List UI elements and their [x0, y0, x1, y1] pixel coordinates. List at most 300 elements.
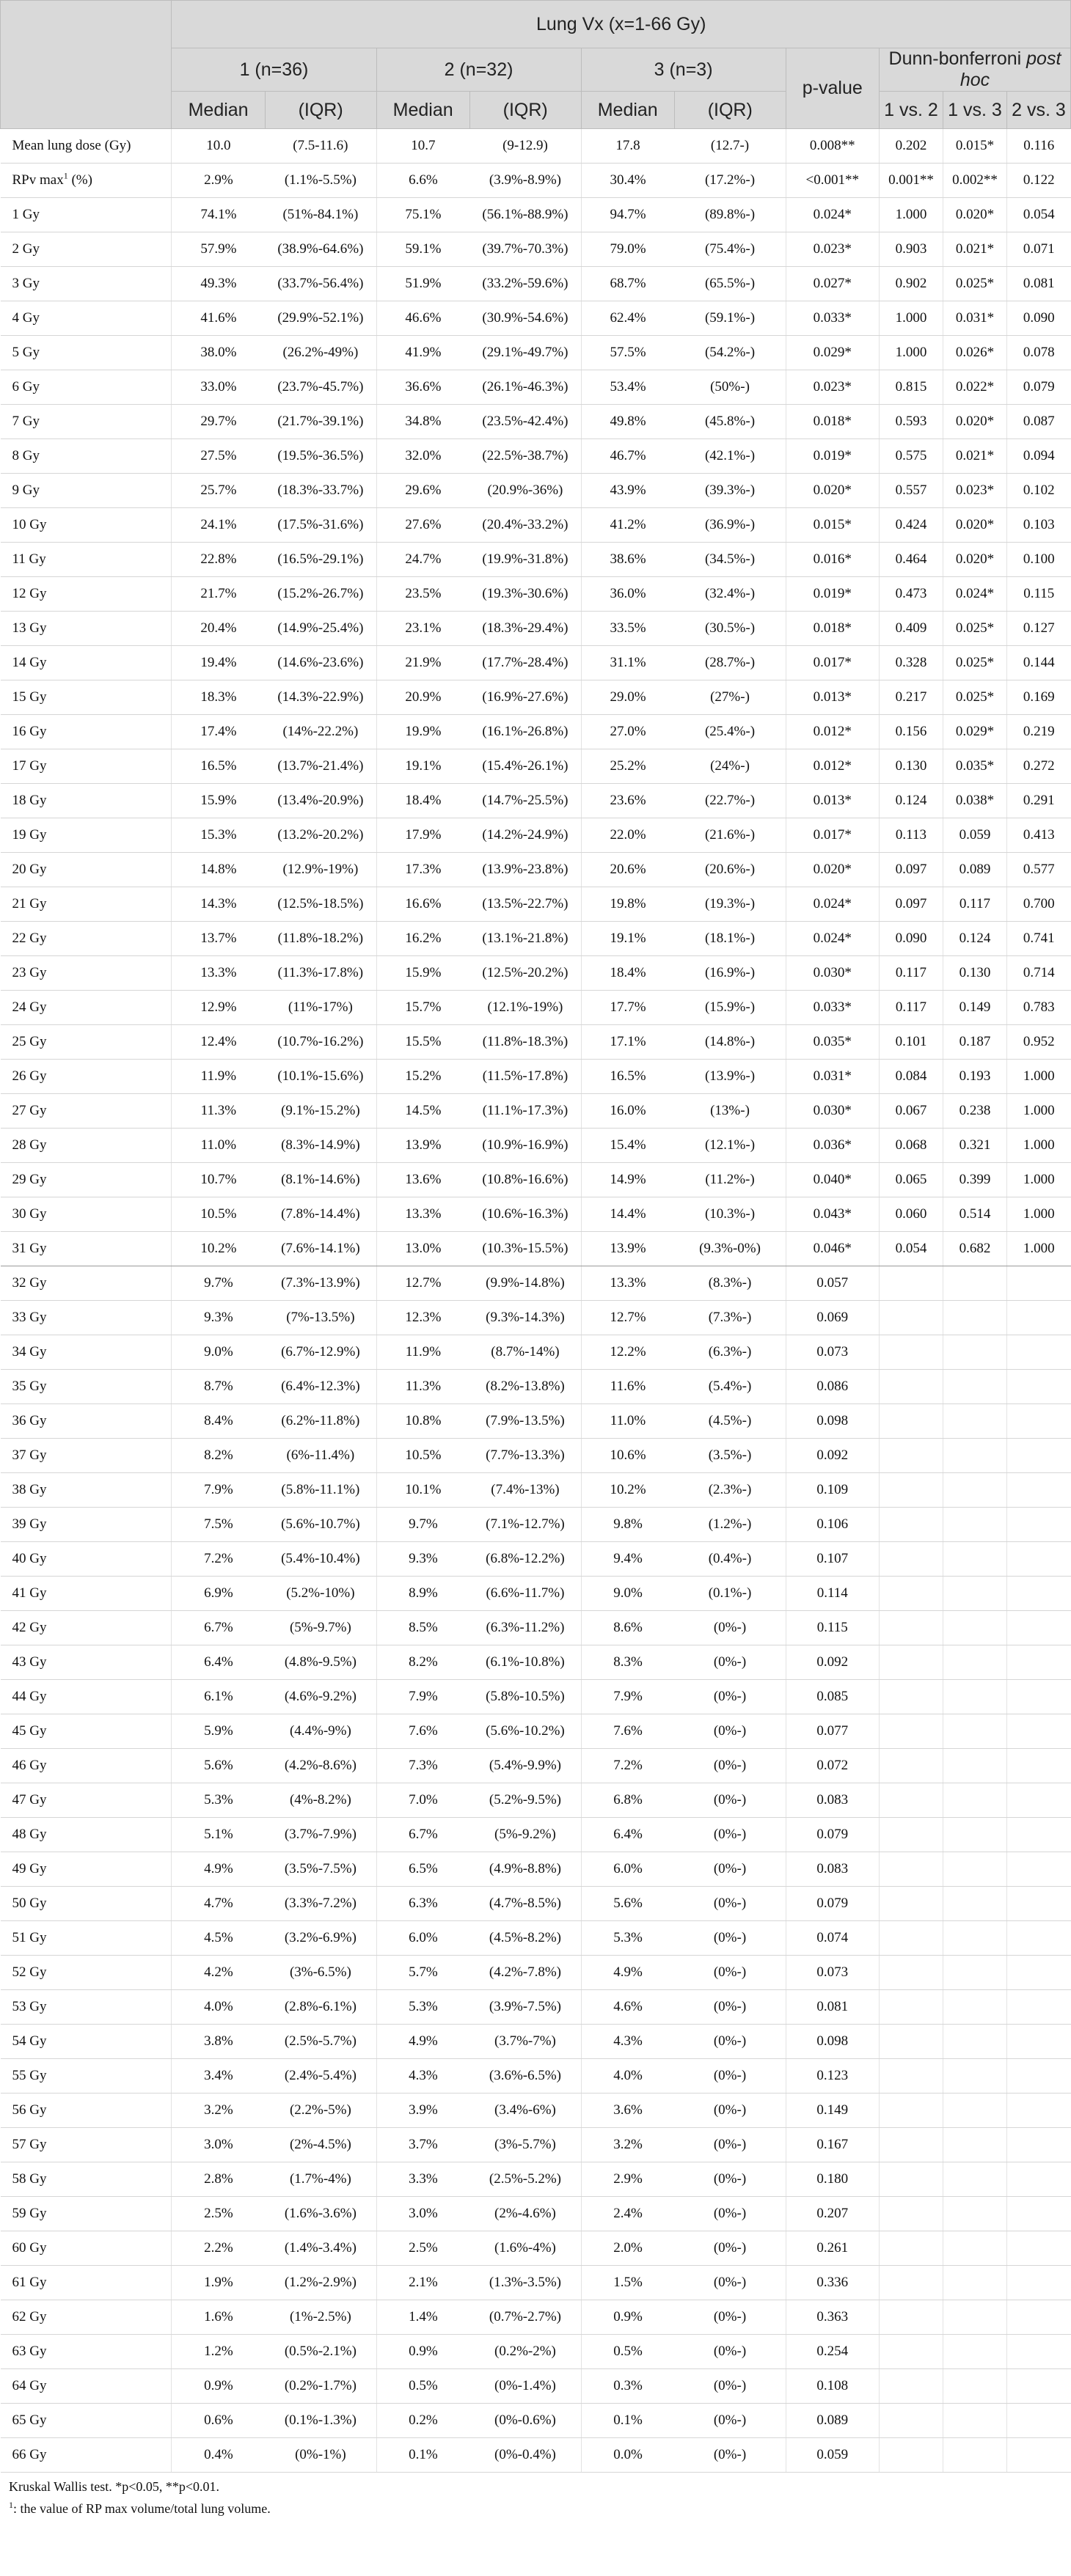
- cmp-1-vs-3-cell: [943, 1956, 1006, 1990]
- g3-median-cell: 8.6%: [581, 1611, 674, 1645]
- cmp-2-vs-3-cell: [1006, 2335, 1070, 2369]
- p-value-cell: 0.024*: [786, 198, 879, 232]
- g1-iqr-cell: (4.6%-9.2%): [265, 1680, 376, 1714]
- cmp-2-vs-3-cell: 0.116: [1006, 129, 1070, 164]
- row-label-cell: 51 Gy: [1, 1921, 172, 1956]
- table-row: [1, 1542, 1071, 1577]
- cmp-1-vs-3-cell: [943, 2300, 1006, 2335]
- table-row: [1, 1749, 1071, 1783]
- p-value-cell: 0.020*: [786, 474, 879, 508]
- header-cmp-1-vs-3: 1 vs. 3: [943, 92, 1006, 129]
- g3-median-cell: 16.5%: [581, 1060, 674, 1094]
- cmp-1-vs-2-cell: [879, 2300, 943, 2335]
- cmp-1-vs-3-cell: [943, 1404, 1006, 1439]
- cmp-2-vs-3-cell: 0.952: [1006, 1025, 1070, 1060]
- p-value-cell: 0.114: [786, 1577, 879, 1611]
- cmp-1-vs-2-cell: [879, 1577, 943, 1611]
- g2-iqr-cell: (14.7%-25.5%): [469, 784, 581, 818]
- g1-iqr-cell: (7.8%-14.4%): [265, 1197, 376, 1232]
- g3-iqr-cell: (0%-): [674, 1990, 786, 2025]
- table-row: [1, 991, 1071, 1025]
- table-row: [1, 1887, 1071, 1921]
- cmp-2-vs-3-cell: [1006, 1645, 1070, 1680]
- cmp-1-vs-2-cell: [879, 1714, 943, 1749]
- g2-iqr-cell: (9.3%-14.3%): [469, 1301, 581, 1335]
- cmp-2-vs-3-cell: [1006, 2438, 1070, 2473]
- g2-iqr-cell: (4.7%-8.5%): [469, 1887, 581, 1921]
- cmp-1-vs-2-cell: 0.001**: [879, 164, 943, 198]
- cmp-1-vs-2-cell: [879, 1645, 943, 1680]
- g2-median-cell: 23.1%: [376, 612, 469, 646]
- row-label-cell: 16 Gy: [1, 715, 172, 749]
- g2-iqr-cell: (29.1%-49.7%): [469, 336, 581, 370]
- table-row: [1, 1473, 1071, 1508]
- g3-median-cell: 49.8%: [581, 405, 674, 439]
- g2-median-cell: 6.5%: [376, 1852, 469, 1887]
- g3-median-cell: 9.4%: [581, 1542, 674, 1577]
- g3-iqr-cell: (22.7%-): [674, 784, 786, 818]
- p-value-cell: 0.098: [786, 2025, 879, 2059]
- g2-iqr-cell: (7.4%-13%): [469, 1473, 581, 1508]
- g2-median-cell: 19.9%: [376, 715, 469, 749]
- g1-median-cell: 6.4%: [172, 1645, 265, 1680]
- g1-median-cell: 20.4%: [172, 612, 265, 646]
- cmp-1-vs-2-cell: 0.473: [879, 577, 943, 612]
- p-value-cell: 0.083: [786, 1783, 879, 1818]
- row-label-cell: 39 Gy: [1, 1508, 172, 1542]
- p-value-cell: 0.098: [786, 1404, 879, 1439]
- cmp-1-vs-3-cell: [943, 2369, 1006, 2404]
- g1-median-cell: 3.8%: [172, 2025, 265, 2059]
- cmp-1-vs-3-cell: [943, 1542, 1006, 1577]
- g1-iqr-cell: (21.7%-39.1%): [265, 405, 376, 439]
- table-row: [1, 1301, 1071, 1335]
- g3-median-cell: 25.2%: [581, 749, 674, 784]
- cmp-1-vs-3-cell: [943, 2197, 1006, 2231]
- row-label-cell: 45 Gy: [1, 1714, 172, 1749]
- g1-iqr-cell: (3.7%-7.9%): [265, 1818, 376, 1852]
- g3-median-cell: 10.6%: [581, 1439, 674, 1473]
- cmp-2-vs-3-cell: [1006, 1542, 1070, 1577]
- cmp-1-vs-3-cell: 0.682: [943, 1232, 1006, 1266]
- g2-iqr-cell: (8.7%-14%): [469, 1335, 581, 1370]
- g1-median-cell: 11.9%: [172, 1060, 265, 1094]
- g3-iqr-cell: (0%-): [674, 2128, 786, 2162]
- g3-iqr-cell: (0.4%-): [674, 1542, 786, 1577]
- cmp-1-vs-2-cell: 0.156: [879, 715, 943, 749]
- g2-iqr-cell: (18.3%-29.4%): [469, 612, 581, 646]
- g1-iqr-cell: (3.3%-7.2%): [265, 1887, 376, 1921]
- g3-iqr-cell: (65.5%-): [674, 267, 786, 301]
- cmp-1-vs-3-cell: [943, 1439, 1006, 1473]
- g1-median-cell: 3.0%: [172, 2128, 265, 2162]
- g1-median-cell: 6.9%: [172, 1577, 265, 1611]
- g2-median-cell: 19.1%: [376, 749, 469, 784]
- cmp-1-vs-3-cell: [943, 1749, 1006, 1783]
- g3-iqr-cell: (50%-): [674, 370, 786, 405]
- table-row: [1, 2094, 1071, 2128]
- cmp-1-vs-3-cell: 0.025*: [943, 680, 1006, 715]
- cmp-2-vs-3-cell: 0.071: [1006, 232, 1070, 267]
- g3-iqr-cell: (0%-): [674, 1783, 786, 1818]
- g1-iqr-cell: (3.2%-6.9%): [265, 1921, 376, 1956]
- table-row: [1, 1404, 1071, 1439]
- g3-median-cell: 17.7%: [581, 991, 674, 1025]
- g1-iqr-cell: (7.5-11.6): [265, 129, 376, 164]
- cmp-2-vs-3-cell: 0.741: [1006, 922, 1070, 956]
- g2-iqr-cell: (20.4%-33.2%): [469, 508, 581, 543]
- cmp-1-vs-2-cell: 0.424: [879, 508, 943, 543]
- g1-iqr-cell: (13.7%-21.4%): [265, 749, 376, 784]
- g3-iqr-cell: (0%-): [674, 1680, 786, 1714]
- g2-iqr-cell: (5.8%-10.5%): [469, 1680, 581, 1714]
- table-row: [1, 1680, 1071, 1714]
- g3-iqr-cell: (20.6%-): [674, 853, 786, 887]
- g3-iqr-cell: (0%-): [674, 1818, 786, 1852]
- g2-iqr-cell: (39.7%-70.3%): [469, 232, 581, 267]
- g1-iqr-cell: (2.8%-6.1%): [265, 1990, 376, 2025]
- row-label-cell: 6 Gy: [1, 370, 172, 405]
- row-label-cell: 64 Gy: [1, 2369, 172, 2404]
- cmp-1-vs-2-cell: [879, 1301, 943, 1335]
- p-value-cell: 0.115: [786, 1611, 879, 1645]
- p-value-cell: 0.106: [786, 1508, 879, 1542]
- g1-median-cell: 14.8%: [172, 853, 265, 887]
- cmp-1-vs-3-cell: 0.124: [943, 922, 1006, 956]
- g2-median-cell: 15.9%: [376, 956, 469, 991]
- cmp-2-vs-3-cell: [1006, 1370, 1070, 1404]
- g3-median-cell: 13.3%: [581, 1266, 674, 1301]
- row-label-cell: 55 Gy: [1, 2059, 172, 2094]
- g3-iqr-cell: (0%-): [674, 2369, 786, 2404]
- g3-iqr-cell: (7.3%-): [674, 1301, 786, 1335]
- g2-iqr-cell: (19.9%-31.8%): [469, 543, 581, 577]
- g1-iqr-cell: (1%-2.5%): [265, 2300, 376, 2335]
- cmp-2-vs-3-cell: 0.144: [1006, 646, 1070, 680]
- g1-iqr-cell: (1.2%-2.9%): [265, 2266, 376, 2300]
- g3-iqr-cell: (45.8%-): [674, 405, 786, 439]
- cmp-2-vs-3-cell: 0.219: [1006, 715, 1070, 749]
- p-value-cell: 0.079: [786, 1818, 879, 1852]
- header-iqr-3: (IQR): [674, 92, 786, 129]
- row-label-cell: 38 Gy: [1, 1473, 172, 1508]
- g2-iqr-cell: (5.6%-10.2%): [469, 1714, 581, 1749]
- table-row: [1, 1370, 1071, 1404]
- table-row: [1, 1921, 1071, 1956]
- g3-iqr-cell: (0%-): [674, 2059, 786, 2094]
- row-label-cell: 10 Gy: [1, 508, 172, 543]
- g3-median-cell: 7.2%: [581, 1749, 674, 1783]
- table-row: [1, 508, 1071, 543]
- cmp-2-vs-3-cell: 0.577: [1006, 853, 1070, 887]
- cmp-1-vs-3-cell: 0.025*: [943, 646, 1006, 680]
- cmp-1-vs-3-cell: [943, 1611, 1006, 1645]
- table-row: [1, 474, 1071, 508]
- cmp-1-vs-3-cell: 0.023*: [943, 474, 1006, 508]
- row-label-cell: 8 Gy: [1, 439, 172, 474]
- cmp-1-vs-2-cell: 0.328: [879, 646, 943, 680]
- g3-iqr-cell: (21.6%-): [674, 818, 786, 853]
- cmp-2-vs-3-cell: [1006, 2128, 1070, 2162]
- g2-iqr-cell: (16.9%-27.6%): [469, 680, 581, 715]
- cmp-2-vs-3-cell: 0.714: [1006, 956, 1070, 991]
- cmp-2-vs-3-cell: 1.000: [1006, 1094, 1070, 1129]
- cmp-1-vs-2-cell: [879, 1404, 943, 1439]
- header-iqr-2: (IQR): [469, 92, 581, 129]
- cmp-1-vs-2-cell: [879, 1439, 943, 1473]
- g1-median-cell: 5.6%: [172, 1749, 265, 1783]
- cmp-2-vs-3-cell: 0.102: [1006, 474, 1070, 508]
- header-cmp-2-vs-3: 2 vs. 3: [1006, 92, 1070, 129]
- cmp-2-vs-3-cell: 0.100: [1006, 543, 1070, 577]
- cmp-1-vs-2-cell: 0.217: [879, 680, 943, 715]
- row-label-cell: 52 Gy: [1, 1956, 172, 1990]
- g3-median-cell: 15.4%: [581, 1129, 674, 1163]
- g3-iqr-cell: (0%-): [674, 1956, 786, 1990]
- table-row: [1, 853, 1071, 887]
- cmp-1-vs-2-cell: [879, 2266, 943, 2300]
- g1-iqr-cell: (4.2%-8.6%): [265, 1749, 376, 1783]
- cmp-1-vs-3-cell: 0.026*: [943, 336, 1006, 370]
- g3-median-cell: 18.4%: [581, 956, 674, 991]
- g2-median-cell: 14.5%: [376, 1094, 469, 1129]
- row-label-cell: 12 Gy: [1, 577, 172, 612]
- g2-iqr-cell: (0.2%-2%): [469, 2335, 581, 2369]
- g2-median-cell: 8.2%: [376, 1645, 469, 1680]
- footnote-test: Kruskal Wallis test. *p<0.05, **p<0.01.: [9, 2479, 220, 2494]
- cmp-1-vs-2-cell: 0.130: [879, 749, 943, 784]
- g2-median-cell: 0.2%: [376, 2404, 469, 2438]
- g3-iqr-cell: (0%-): [674, 2404, 786, 2438]
- g2-iqr-cell: (9-12.9): [469, 129, 581, 164]
- row-label-cell: 66 Gy: [1, 2438, 172, 2473]
- g1-iqr-cell: (0%-1%): [265, 2438, 376, 2473]
- row-label-cell: 23 Gy: [1, 956, 172, 991]
- g1-iqr-cell: (18.3%-33.7%): [265, 474, 376, 508]
- g3-iqr-cell: (5.4%-): [674, 1370, 786, 1404]
- g1-iqr-cell: (8.3%-14.9%): [265, 1129, 376, 1163]
- cmp-1-vs-3-cell: 0.059: [943, 818, 1006, 853]
- g1-iqr-cell: (9.1%-15.2%): [265, 1094, 376, 1129]
- table-row: [1, 2197, 1071, 2231]
- row-label-cell: 58 Gy: [1, 2162, 172, 2197]
- g2-median-cell: 17.3%: [376, 853, 469, 887]
- table-row: [1, 2231, 1071, 2266]
- cmp-2-vs-3-cell: [1006, 1404, 1070, 1439]
- g1-median-cell: 8.2%: [172, 1439, 265, 1473]
- cmp-1-vs-3-cell: 0.002**: [943, 164, 1006, 198]
- g1-median-cell: 49.3%: [172, 267, 265, 301]
- g2-median-cell: 16.2%: [376, 922, 469, 956]
- cmp-1-vs-3-cell: [943, 1990, 1006, 2025]
- g2-iqr-cell: (6.3%-11.2%): [469, 1611, 581, 1645]
- g2-median-cell: 0.9%: [376, 2335, 469, 2369]
- cmp-2-vs-3-cell: [1006, 2025, 1070, 2059]
- g1-median-cell: 14.3%: [172, 887, 265, 922]
- p-value-cell: 0.083: [786, 1852, 879, 1887]
- g1-iqr-cell: (0.1%-1.3%): [265, 2404, 376, 2438]
- row-label-cell: 33 Gy: [1, 1301, 172, 1335]
- cmp-1-vs-2-cell: 0.575: [879, 439, 943, 474]
- cmp-1-vs-3-cell: [943, 2438, 1006, 2473]
- p-value-cell: 0.073: [786, 1956, 879, 1990]
- g2-iqr-cell: (13.5%-22.7%): [469, 887, 581, 922]
- g3-median-cell: 0.3%: [581, 2369, 674, 2404]
- g2-median-cell: 10.8%: [376, 1404, 469, 1439]
- cmp-2-vs-3-cell: 0.169: [1006, 680, 1070, 715]
- g3-median-cell: 30.4%: [581, 164, 674, 198]
- g3-iqr-cell: (27%-): [674, 680, 786, 715]
- g1-median-cell: 11.3%: [172, 1094, 265, 1129]
- cmp-2-vs-3-cell: [1006, 2404, 1070, 2438]
- row-label-cell: 27 Gy: [1, 1094, 172, 1129]
- table-row: [1, 164, 1071, 198]
- g1-median-cell: 74.1%: [172, 198, 265, 232]
- g2-median-cell: 75.1%: [376, 198, 469, 232]
- p-value-cell: 0.029*: [786, 336, 879, 370]
- g2-median-cell: 10.7: [376, 129, 469, 164]
- row-label-cell: 62 Gy: [1, 2300, 172, 2335]
- cmp-2-vs-3-cell: 1.000: [1006, 1060, 1070, 1094]
- cmp-1-vs-3-cell: [943, 1783, 1006, 1818]
- cmp-1-vs-2-cell: 0.054: [879, 1232, 943, 1266]
- g2-iqr-cell: (23.5%-42.4%): [469, 405, 581, 439]
- cmp-1-vs-2-cell: [879, 1818, 943, 1852]
- g2-iqr-cell: (0%-1.4%): [469, 2369, 581, 2404]
- p-value-cell: 0.030*: [786, 1094, 879, 1129]
- g2-median-cell: 59.1%: [376, 232, 469, 267]
- g2-iqr-cell: (13.1%-21.8%): [469, 922, 581, 956]
- cmp-1-vs-3-cell: [943, 1266, 1006, 1301]
- row-label-cell: 11 Gy: [1, 543, 172, 577]
- row-label-cell: 44 Gy: [1, 1680, 172, 1714]
- row-label-cell: 35 Gy: [1, 1370, 172, 1404]
- g1-iqr-cell: (5.4%-10.4%): [265, 1542, 376, 1577]
- g2-median-cell: 13.0%: [376, 1232, 469, 1266]
- table-row: [1, 1577, 1071, 1611]
- g1-median-cell: 7.2%: [172, 1542, 265, 1577]
- cmp-1-vs-3-cell: [943, 1301, 1006, 1335]
- table-row: [1, 646, 1071, 680]
- row-label-cell: 36 Gy: [1, 1404, 172, 1439]
- cmp-1-vs-3-cell: [943, 1852, 1006, 1887]
- g3-median-cell: 2.9%: [581, 2162, 674, 2197]
- g2-iqr-cell: (15.4%-26.1%): [469, 749, 581, 784]
- g3-median-cell: 11.6%: [581, 1370, 674, 1404]
- cmp-2-vs-3-cell: [1006, 2266, 1070, 2300]
- table-row: [1, 818, 1071, 853]
- p-value-cell: 0.016*: [786, 543, 879, 577]
- g2-iqr-cell: (2.5%-5.2%): [469, 2162, 581, 2197]
- row-label-cell: 37 Gy: [1, 1439, 172, 1473]
- row-label-cell: 48 Gy: [1, 1818, 172, 1852]
- g3-median-cell: 4.0%: [581, 2059, 674, 2094]
- table-row: [1, 1611, 1071, 1645]
- g2-median-cell: 13.6%: [376, 1163, 469, 1197]
- g3-iqr-cell: (89.8%-): [674, 198, 786, 232]
- p-value-cell: 0.336: [786, 2266, 879, 2300]
- g1-median-cell: 2.8%: [172, 2162, 265, 2197]
- cmp-2-vs-3-cell: [1006, 1783, 1070, 1818]
- g2-iqr-cell: (10.9%-16.9%): [469, 1129, 581, 1163]
- g2-median-cell: 15.7%: [376, 991, 469, 1025]
- g3-iqr-cell: (24%-): [674, 749, 786, 784]
- row-label-cell: 21 Gy: [1, 887, 172, 922]
- g1-iqr-cell: (3%-6.5%): [265, 1956, 376, 1990]
- table-row: [1, 1783, 1071, 1818]
- g1-iqr-cell: (11.3%-17.8%): [265, 956, 376, 991]
- g1-median-cell: 24.1%: [172, 508, 265, 543]
- g3-median-cell: 6.8%: [581, 1783, 674, 1818]
- cmp-1-vs-3-cell: [943, 2094, 1006, 2128]
- p-value-cell: 0.072: [786, 1749, 879, 1783]
- row-label-cell: 13 Gy: [1, 612, 172, 646]
- cmp-2-vs-3-cell: 0.094: [1006, 439, 1070, 474]
- cmp-2-vs-3-cell: [1006, 1266, 1070, 1301]
- footnote-definition-text: : the value of RP max volume/total lung volume.: [13, 2501, 271, 2516]
- g2-median-cell: 9.3%: [376, 1542, 469, 1577]
- g3-iqr-cell: (0%-): [674, 1852, 786, 1887]
- g3-iqr-cell: (6.3%-): [674, 1335, 786, 1370]
- p-value-cell: 0.023*: [786, 232, 879, 267]
- g1-iqr-cell: (5.2%-10%): [265, 1577, 376, 1611]
- g2-median-cell: 5.3%: [376, 1990, 469, 2025]
- g1-median-cell: 7.5%: [172, 1508, 265, 1542]
- g3-median-cell: 13.9%: [581, 1232, 674, 1266]
- g2-iqr-cell: (12.5%-20.2%): [469, 956, 581, 991]
- table-row: [1, 1645, 1071, 1680]
- g3-median-cell: 9.0%: [581, 1577, 674, 1611]
- row-label-cell: 25 Gy: [1, 1025, 172, 1060]
- table-row: [1, 577, 1071, 612]
- header-group-3: 3 (n=3): [581, 48, 786, 92]
- g2-iqr-cell: (14.2%-24.9%): [469, 818, 581, 853]
- p-value-cell: 0.107: [786, 1542, 879, 1577]
- cmp-1-vs-3-cell: 0.089: [943, 853, 1006, 887]
- g1-iqr-cell: (14.3%-22.9%): [265, 680, 376, 715]
- g1-median-cell: 11.0%: [172, 1129, 265, 1163]
- p-value-cell: 0.023*: [786, 370, 879, 405]
- table-row: [1, 1508, 1071, 1542]
- cmp-1-vs-3-cell: [943, 2025, 1006, 2059]
- g3-iqr-cell: (0%-): [674, 2025, 786, 2059]
- g1-median-cell: 2.9%: [172, 164, 265, 198]
- g1-iqr-cell: (2.4%-5.4%): [265, 2059, 376, 2094]
- cmp-2-vs-3-cell: 1.000: [1006, 1129, 1070, 1163]
- row-label-cell: 7 Gy: [1, 405, 172, 439]
- g1-median-cell: 10.7%: [172, 1163, 265, 1197]
- cmp-2-vs-3-cell: [1006, 1301, 1070, 1335]
- g2-iqr-cell: (30.9%-54.6%): [469, 301, 581, 336]
- g1-median-cell: 9.7%: [172, 1266, 265, 1301]
- table-row: [1, 715, 1071, 749]
- g1-iqr-cell: (6.2%-11.8%): [265, 1404, 376, 1439]
- g1-median-cell: 6.7%: [172, 1611, 265, 1645]
- g1-iqr-cell: (10.1%-15.6%): [265, 1060, 376, 1094]
- g3-median-cell: 4.9%: [581, 1956, 674, 1990]
- g1-median-cell: 29.7%: [172, 405, 265, 439]
- table-row: [1, 1163, 1071, 1197]
- g3-iqr-cell: (4.5%-): [674, 1404, 786, 1439]
- p-value-cell: 0.033*: [786, 301, 879, 336]
- table-row: [1, 1818, 1071, 1852]
- table-row: [1, 232, 1071, 267]
- g1-median-cell: 4.7%: [172, 1887, 265, 1921]
- g2-median-cell: 1.4%: [376, 2300, 469, 2335]
- g1-median-cell: 9.3%: [172, 1301, 265, 1335]
- g2-iqr-cell: (5%-9.2%): [469, 1818, 581, 1852]
- table-row: [1, 612, 1071, 646]
